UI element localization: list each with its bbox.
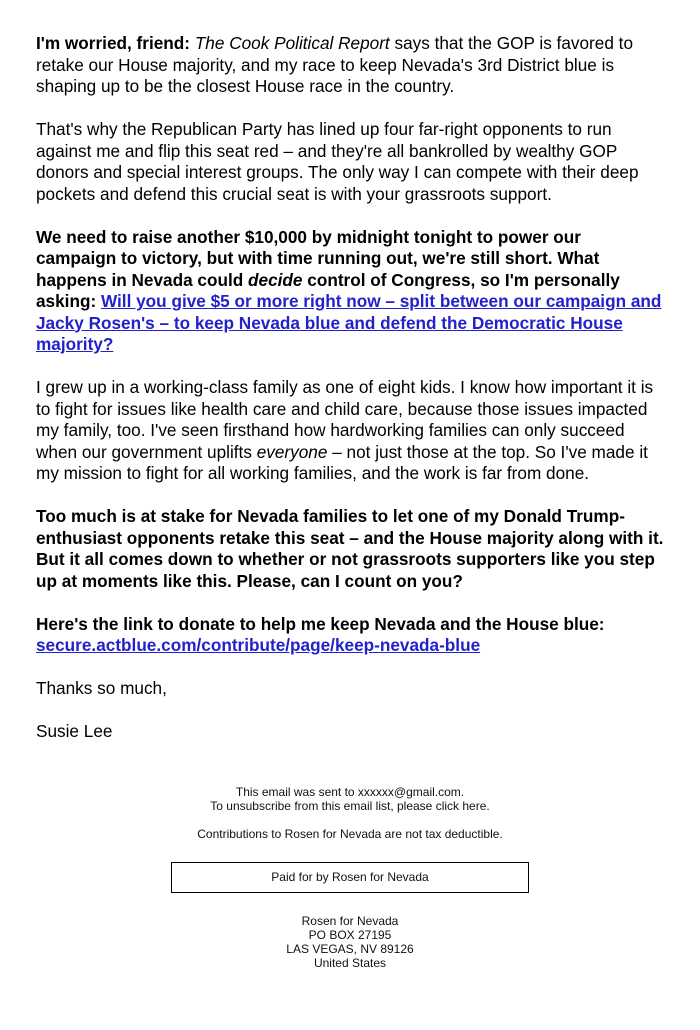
intro-lead: I'm worried, friend: <box>36 33 191 53</box>
paragraph-stakes: Too much is at stake for Nevada families to let one of my Donald Trump-enthusiast opponents retake this seat – and the House majority along with it. But it all comes down to whether or not grassroots supporters like you step up at moments like this. Please, can I count on you? <box>36 506 664 591</box>
address-country: United States <box>313 956 387 970</box>
intro-text: says that the GOP is favored to retake our House majority, and my race to keep Nevada's 3rd District blue is shaping up to be the closest House race in the country. <box>36 33 633 96</box>
unsubscribe-text[interactable]: To unsubscribe from this email list, please click here. <box>210 799 490 813</box>
ask-text-2: control of Congress, so I'm personally asking: <box>36 269 620 311</box>
donate-url-link[interactable]: secure.actblue.com/contribute/page/keep-nevada-blue <box>36 635 481 655</box>
address-po-box: PO BOX 27195 <box>308 928 392 942</box>
paragraph-background <box>36 377 664 485</box>
sent-to-text: This email was sent to xxxxxx@gmail.com. <box>235 784 465 799</box>
ask-emphasis: decide <box>248 269 303 290</box>
ask-text-1: We need to raise another $10,000 by midnight tonight to power our campaign to victory, but with time running out, we're still short. What happens in Nevada could <box>36 226 600 290</box>
signoff: Thanks so much, <box>36 678 167 698</box>
signature: Susie Lee <box>36 721 113 741</box>
tax-disclaimer: Contributions to Rosen for Nevada are not tax deductible. <box>197 826 503 841</box>
intro-source: The Cook Political Report <box>194 33 390 53</box>
paid-for-box <box>171 862 529 893</box>
address-city: LAS VEGAS, NV 89126 <box>286 942 414 956</box>
paragraph-ask <box>36 227 664 356</box>
background-text-1: I grew up in a working-class family as one of eight kids. I know how important it is to fight for issues like health care and child care, because those issues impacted my family, too. I've seen firsthand how hardworking families can only succeed when our government uplifts <box>36 377 654 462</box>
paragraph-intro <box>36 33 664 98</box>
background-emphasis: everyone <box>256 441 328 462</box>
email-footer <box>0 785 700 971</box>
background-text-2: – not just those at the top. So I've made it my mission to fight for all working families, and the work is far from done. <box>36 441 648 483</box>
address-name: Rosen for Nevada <box>301 914 399 928</box>
paragraph-opponents: That's why the Republican Party has lined up four far-right opponents to run against me and flip this seat red – and they're all bankrolled by wealthy GOP donors and special interest groups. The only way I can compete with their deep pockets and defend this crucial seat is with your grassroots support. <box>36 119 639 204</box>
paragraph-donate-link <box>36 614 664 657</box>
donate-link-intro: Here's the link to donate to help me keep Nevada and the House blue: <box>36 613 605 634</box>
donate-ask-link[interactable]: Will you give $5 or more right now – split between our campaign and Jacky Rosen's – to keep Nevada blue and defend the Democratic House majority? <box>36 291 662 354</box>
mailing-address <box>0 914 700 970</box>
paid-for-text: Paid for by Rosen for Nevada <box>271 870 429 885</box>
